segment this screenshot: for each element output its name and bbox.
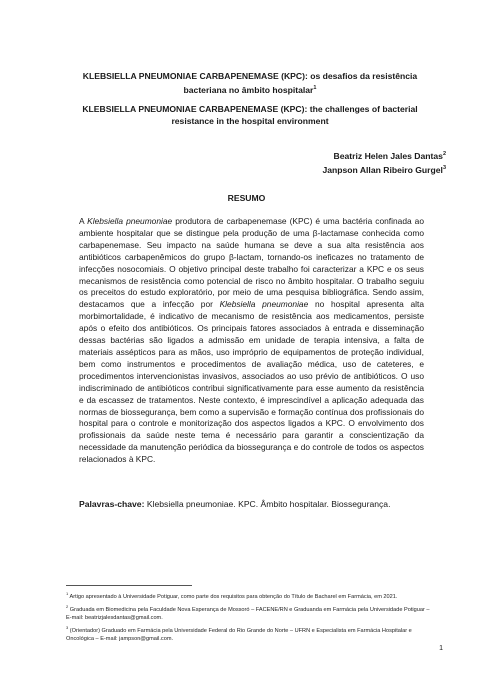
author (322, 162, 446, 176)
species-name: Klebsiella pneumoniae (87, 216, 173, 226)
title-portuguese-text: KLEBSIELLA PNEUMONIAE CARBAPENEMASE (KPC): os desafios da resistência bacteriana no âmbito hospitalar (82, 71, 418, 95)
abstract-body (79, 216, 424, 466)
footnote-marker: 1 (313, 85, 317, 91)
author-list (322, 148, 446, 176)
keywords (79, 498, 439, 510)
abstract-text: A (79, 216, 88, 226)
author-name: Janpson Allan Ribeiro Gurgel (322, 164, 443, 175)
footnote-marker: 1 (66, 591, 69, 596)
footnote (66, 590, 436, 602)
footnote-marker: 3 (442, 164, 446, 171)
footnote (66, 603, 436, 623)
footnote-marker: 2 (442, 151, 446, 157)
footnote-marker: 2 (66, 604, 69, 610)
keywords-list: Klebsiella pneumoniae. KPC. Âmbito hospitalar. Biossegurança. (144, 499, 391, 509)
footnote-text: (Orientador) Graduado em Farmácia pela Universidade Federal do Rio Grande do Norte – UFRN e Especialista em Farmácia Hospitalar e Oncológica – E-mail: jampson@gmail.com. (66, 628, 412, 643)
footnote-divider (66, 585, 192, 586)
title-portuguese (70, 70, 430, 96)
footnote-text: Graduada em Biomedicina pela Faculdade Nova Esperança de Mossoró – FACENE/RN e Graduanda em Farmácia pela Universidade Potiguar – E-mail: beatrizjalesdantas@gmail.com. (66, 607, 430, 622)
footnote-marker: 3 (66, 625, 69, 631)
footnote-text: Artigo apresentado à Universidade Potiguar, como parte dos requisitos para obtenção do Título de Bacharel em Farmácia, em 2021. (68, 593, 398, 600)
author-name: Beatriz Helen Jales Dantas (333, 150, 443, 161)
footnotes (66, 590, 436, 646)
keywords-label: Palavras-chave: (79, 499, 145, 509)
abstract-heading: RESUMO (227, 193, 266, 203)
abstract-text: no hospital apresenta alta morbimortalidade, é indicativo de mecanismo de resistência aos medicamentos, persiste após o efeito dos antibióticos. Os principais fatores associados à entrada e disseminação dessas bactérias são ligados a admissão em unidade de terapia intensiva, a falta de materiais assépticos para as mãos, uso impróprio de equipamentos de proteção individual, bem como instrumentos e procedimentos de avaliação médica, uso de cateteres, e procedimentos intervencionistas invasivos, associados ao uso prévio de antibióticos. O uso indiscriminado de antibióticos contribui significativamente para esse aumento da resistência e da escassez de tratamentos. Neste contexto, é imprescindível a aplicação adequada das normas de biossegurança, bem como a supervisão e formação contínua dos profissionais do hospital para o controle e monitorização dos aspectos ligados a KPC. O envolvimento dos profissionais da saúde neste tema é necessário para garantir a conscientização da necessidade da manutenção periódica da biossegurança e do controle de todos os aspectos relacionados à KPC. (79, 299, 424, 465)
title-english: KLEBSIELLA PNEUMONIAE CARBAPENEMASE (KPC): the challenges of bacterial resistance in the hospital environment (82, 104, 418, 126)
footnote (66, 624, 436, 644)
species-name: Klebsiella pneumoniae (219, 299, 309, 310)
page-number: 1 (439, 645, 443, 652)
abstract-text: produtora de carbapenemase (KPC) é uma bactéria confinada ao ambiente hospitalar que se distingue pela produção de uma β-lactamase conhecida como carbapenemase. Seu impacto na saúde humana se deve a sua alta resistência aos antibióticos carbapenêmicos do grupo β-lactam, tornando-os ineficazes no tratamento de infecções nosocomiais. O objetivo principal deste trabalho foi caracterizar a KPC e os seus mecanismos de resistência como potencial de risco no âmbito hospitalar. O trabalho seguiu os preceitos do estudo exploratório, por meio de uma pesquisa bibliográfica. Sendo assim, destacamos que a infecção por (79, 216, 424, 310)
author (322, 148, 446, 162)
